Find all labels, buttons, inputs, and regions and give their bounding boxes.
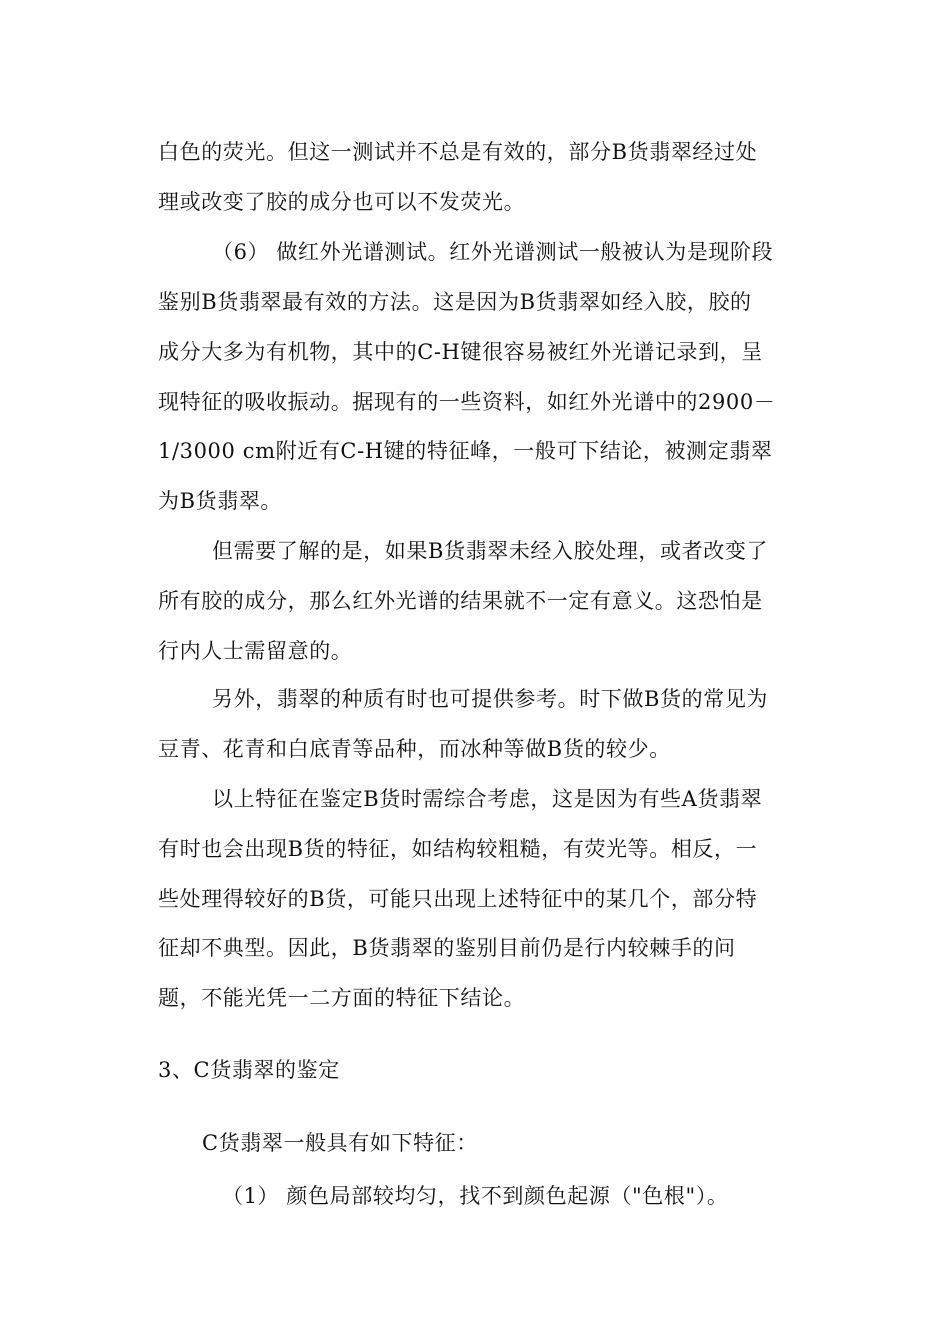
- text-line: 题，不能光凭一二方面的特征下结论。: [158, 986, 526, 1010]
- text-line: 1/3000 cm附近有C-H键的特征峰，一般可下结论，被测定翡翠: [158, 439, 773, 463]
- text-line: 所有胶的成分，那么红外光谱的结果就不一定有意义。这恐怕是: [158, 589, 763, 613]
- paragraph-start: 但需要了解的是，如果B货翡翠未经入胶处理，或者改变了: [212, 539, 769, 563]
- intro-text: C货翡翠一般具有如下特征：: [202, 1131, 478, 1155]
- text-line: 成分大多为有机物，其中的C-H键很容易被红外光谱记录到，呈: [158, 340, 763, 364]
- text-line: 现特征的吸收振动。据现有的一些资料，如红外光谱中的2900－: [158, 390, 776, 414]
- text-line: 鉴别B货翡翠最有效的方法。这是因为B货翡翠如经入胶，胶的: [158, 290, 752, 314]
- text-line: 为B货翡翠。: [158, 489, 283, 513]
- paragraph-start: 另外，翡翠的种质有时也可提供参考。时下做B货的常见为: [212, 687, 769, 711]
- text-line: 理或改变了胶的成分也可以不发荧光。: [158, 190, 526, 214]
- text-line: 白色的荧光。但这一测试并不总是有效的，部分B货翡翠经过处: [158, 140, 758, 164]
- text-line: 有时也会出现B货的特征，如结构较粗糙，有荧光等。相反，一: [158, 837, 758, 861]
- text-line: 行内人士需留意的。: [158, 639, 353, 663]
- list-item: （1） 颜色局部较均匀，找不到颜色起源（"色根"）。: [222, 1184, 729, 1208]
- paragraph-start: 以上特征在鉴定B货时需综合考虑，这是因为有些A货翡翠: [212, 787, 763, 811]
- section-heading: 3、C货翡翠的鉴定: [158, 1058, 340, 1082]
- text-line: 征却不典型。因此，B货翡翠的鉴别目前仍是行内较棘手的问: [158, 936, 736, 960]
- paragraph-6-start: （6） 做红外光谱测试。红外光谱测试一般被认为是现阶段: [212, 240, 774, 264]
- text-line: 豆青、花青和白底青等品种，而冰种等做B货的较少。: [158, 737, 671, 761]
- text-line: 些处理得较好的B货，可能只出现上述特征中的某几个，部分特: [158, 887, 758, 911]
